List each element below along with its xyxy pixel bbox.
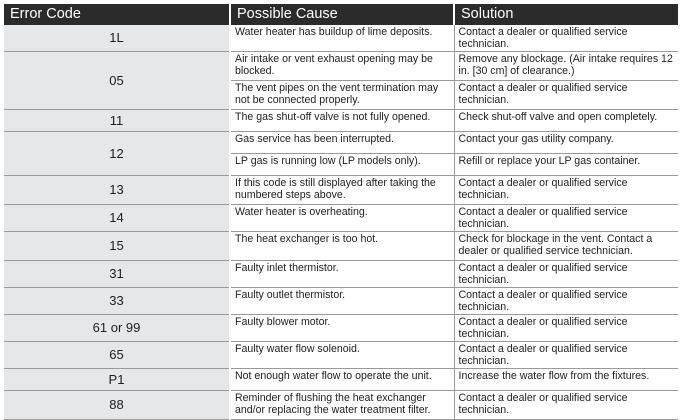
error-code-cell: 12: [4, 132, 230, 176]
error-code-cell: 61 or 99: [4, 315, 230, 342]
header-solution: Solution: [454, 4, 678, 25]
header-error-code: Error Code: [4, 4, 230, 25]
table-row: [4, 342, 678, 369]
cause-cell: Not enough water flow to operate the unit.: [230, 369, 454, 391]
error-code-cell: 11: [4, 110, 230, 132]
cause-cell: Faulty blower motor.: [230, 315, 454, 342]
solution-cell: Contact a dealer or qualified service technician.: [454, 288, 678, 315]
table-row: [4, 369, 678, 391]
table-row: [4, 232, 678, 261]
cause-cell: Water heater has buildup of lime deposits.: [230, 25, 454, 52]
table-header-row: [4, 4, 678, 25]
cause-cell: Gas service has been interrupted.: [230, 132, 454, 154]
error-code-cell: P1: [4, 369, 230, 391]
table-row: [4, 110, 678, 132]
solution-cell: Contact a dealer or qualified service technician.: [454, 342, 678, 369]
table-row: [4, 176, 678, 205]
cause-cell: The heat exchanger is too hot.: [230, 232, 454, 261]
solution-cell: Contact a dealer or qualified service technician.: [454, 81, 678, 110]
cause-cell: Faulty outlet thermistor.: [230, 288, 454, 315]
cause-cell: Faulty inlet thermistor.: [230, 261, 454, 288]
error-code-cell: 14: [4, 205, 230, 232]
error-code-cell: 15: [4, 232, 230, 261]
table-row: [4, 205, 678, 232]
solution-cell: Check for blockage in the vent. Contact a dealer or qualified service technician.: [454, 232, 678, 261]
solution-cell: Contact a dealer or qualified service technician.: [454, 391, 678, 420]
error-code-cell: 88: [4, 391, 230, 420]
solution-cell: Contact a dealer or qualified service technician.: [454, 205, 678, 232]
solution-cell: Contact a dealer or qualified service technician.: [454, 176, 678, 205]
error-code-cell: 13: [4, 176, 230, 205]
error-code-cell: 65: [4, 342, 230, 369]
table-row: [4, 288, 678, 315]
table-row: [4, 25, 678, 52]
error-code-table: [4, 4, 678, 420]
solution-cell: Contact a dealer or qualified service technician.: [454, 315, 678, 342]
solution-cell: Check shut-off valve and open completely.: [454, 110, 678, 132]
cause-cell: Air intake or vent exhaust opening may be blocked.: [230, 52, 454, 81]
header-possible-cause: Possible Cause: [230, 4, 454, 25]
error-code-table-container: [4, 4, 678, 420]
cause-cell: LP gas is running low (LP models only).: [230, 154, 454, 176]
solution-cell: Increase the water flow from the fixtures.: [454, 369, 678, 391]
cause-cell: The gas shut-off valve is not fully opened.: [230, 110, 454, 132]
cause-cell: Water heater is overheating.: [230, 205, 454, 232]
solution-cell: Contact a dealer or qualified service technician.: [454, 25, 678, 52]
cause-cell: Reminder of flushing the heat exchanger and/or replacing the water treatment filter.: [230, 391, 454, 420]
table-row: [4, 391, 678, 420]
cause-cell: Faulty water flow solenoid.: [230, 342, 454, 369]
error-code-cell: 33: [4, 288, 230, 315]
error-code-cell: 05: [4, 52, 230, 110]
error-code-cell: 31: [4, 261, 230, 288]
solution-cell: Refill or replace your LP gas container.: [454, 154, 678, 176]
cause-cell: If this code is still displayed after taking the numbered steps above.: [230, 176, 454, 205]
solution-cell: Contact a dealer or qualified service technician.: [454, 261, 678, 288]
solution-cell: Remove any blockage. (Air intake requires 12 in. [30 cm] of clearance.): [454, 52, 678, 81]
cause-cell: The vent pipes on the vent termination may not be connected properly.: [230, 81, 454, 110]
table-row: [4, 315, 678, 342]
table-row: [4, 261, 678, 288]
table-row: [4, 132, 678, 154]
solution-cell: Contact your gas utility company.: [454, 132, 678, 154]
table-row: [4, 52, 678, 81]
error-code-cell: 1L: [4, 25, 230, 52]
